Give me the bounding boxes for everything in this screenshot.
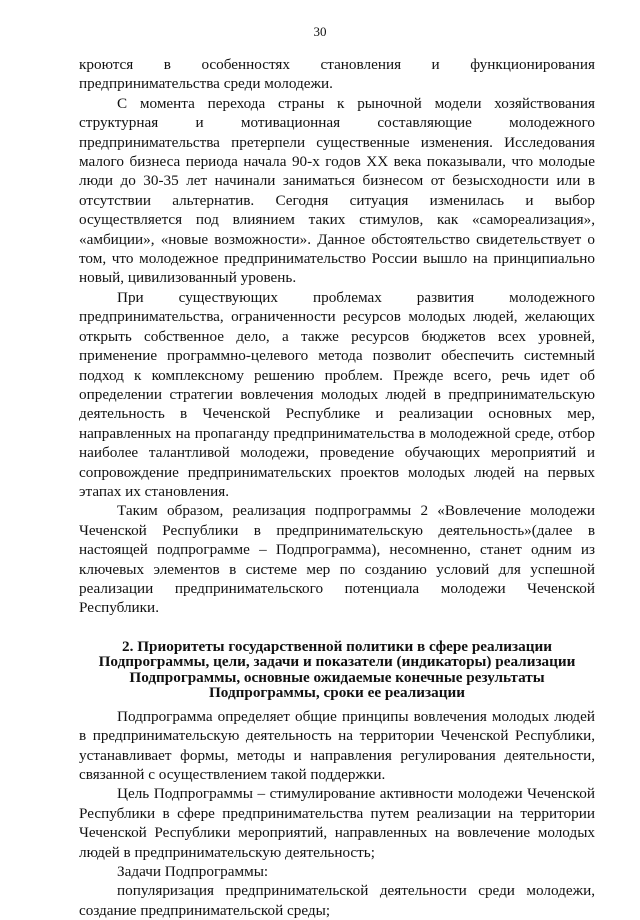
- paragraph: Цель Подпрограммы – стимулирование активности молодежи Чеченской Республики в сфере предпринимательства путем реализации на территории Чеченской Республики мероприятий, направленных на вовлечение молодых людей в предпринимательскую деятельность;: [79, 785, 595, 861]
- list-item: популяризация предпринимательской деятельности среди молодежи, создание предпринимательской среды;: [79, 882, 595, 919]
- section-heading-line: Подпрограммы, сроки ее реализации: [208, 684, 465, 702]
- page-number: 30: [313, 24, 327, 39]
- paragraph: Подпрограмма определяет общие принципы вовлечения молодых людей в предпринимательскую деятельность на территории Чеченской Республики, устанавливает формы, методы и направления регулирования деятельности, связанной с осуществлением такой поддержки.: [79, 707, 595, 783]
- document-body: [79, 55, 595, 920]
- section-heading-line: 2. Приоритеты государственной политики в сфере реализации: [122, 637, 552, 655]
- section-heading-line: Подпрограммы, основные ожидаемые конечные результаты: [129, 668, 545, 686]
- paragraph: Таким образом, реализация подпрограммы 2 «Вовлечение молодежи Чеченской Республики в предпринимательскую деятельность»(далее в настоящей подпрограмме – Подпрограмма), несомненно, станет одним из ключевых элементов в системе мер по созданию условий для успешной реализации предпринимательского потенциала молодежи Чеченской Республики.: [79, 502, 595, 617]
- section-heading: [79, 639, 595, 701]
- paragraph: С момента перехода страны к рыночной модели хозяйствования структурная и мотивационная составляющие молодежного предпринимательства претерпели существенные изменения. Исследования малого бизнеса периода начала 90-х годов XX века показывали, что молодые люди до 30-35 лет начинали заниматься бизнесом от безысходности или в отсутствии альтернатив. Сегодня ситуация изменилась и выбор осуществляется под влиянием таких стимулов, как «самореализация», «амбиции», «новые возможности». Данное обстоятельство свидетельствует о том, что молодежное предпринимательство России вышло на принципиально новый, цивилизованный уровень.: [79, 94, 595, 287]
- paragraph: Задачи Подпрограммы:: [117, 863, 269, 881]
- section-heading-line: Подпрограммы, цели, задачи и показатели (индикаторы) реализации: [98, 653, 576, 671]
- paragraph: При существующих проблемах развития молодежного предпринимательства, ограниченности ресурсов молодых людей, желающих открыть собственное дело, а также ресурсов бюджетов всех уровней, применение программно-целевого метода позволит обеспечить системный подход к комплексному решению проблем. Прежде всего, речь идет об определении стратегии вовлечения молодых людей в предпринимательскую деятельность в Чеченской Республике и реализации основных мер, направленных на пропаганду предпринимательства в молодежной среде, отбор наиболее талантливой молодежи, проведение обучающих мероприятий и сопровождение предпринимательских проектов молодых людей на первых этапах их становления.: [79, 288, 595, 500]
- paragraph-continuation: кроются в особенностях становления и функционирования предпринимательства среди молодежи.: [79, 56, 595, 93]
